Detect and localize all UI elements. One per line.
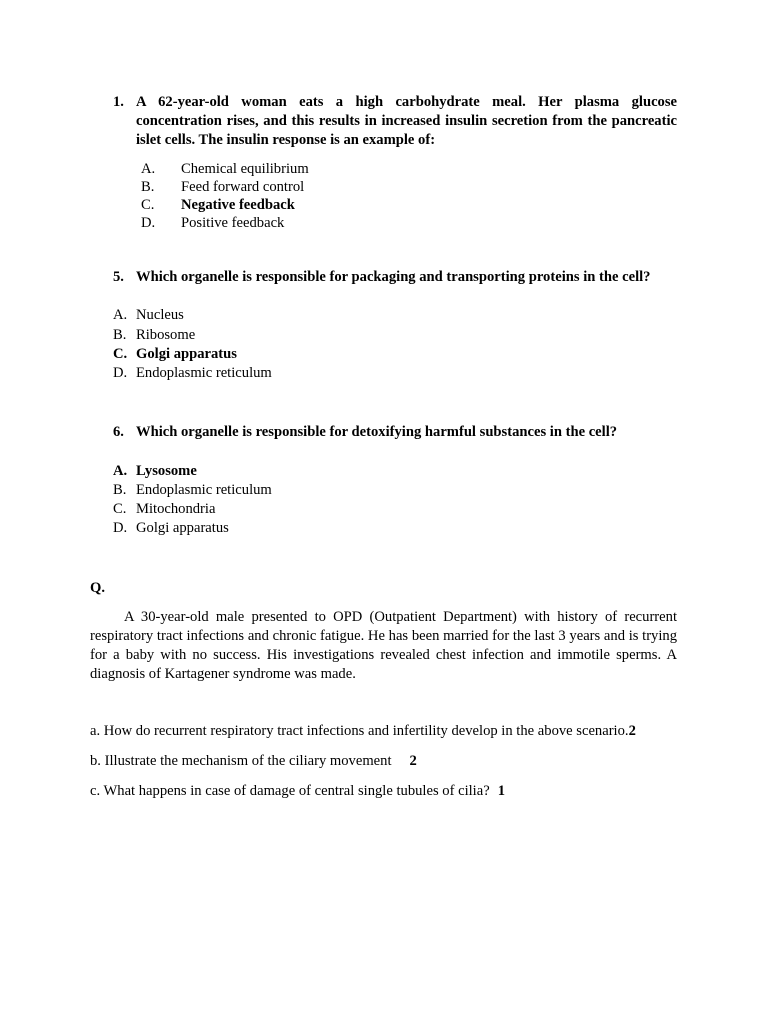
part-marks: 1 xyxy=(497,783,505,799)
part-marks: 2 xyxy=(628,723,636,739)
option-letter: B. xyxy=(113,482,127,498)
option-text: Feed forward control xyxy=(181,179,305,195)
question-stem: Which organelle is responsible for detoxifying harmful substances in the cell? xyxy=(136,424,618,440)
option-text: Golgi apparatus xyxy=(136,520,229,536)
case-part-a xyxy=(90,723,636,740)
option-letter-correct: C. xyxy=(113,346,128,362)
question-number: 5. xyxy=(113,269,124,285)
option-letter: A. xyxy=(113,307,128,323)
option-letter: C. xyxy=(141,197,155,213)
option-letter: B. xyxy=(113,327,127,343)
case-scenario: A 30-year-old male presented to OPD (Outpatient Department) with history of recurrent respiratory tract infections and chronic fatigue. He has been married for the last 3 years and is trying for a baby with no success. His investigations revealed chest infection and immotile sperms. A diagnosis of Kartagener syndrome was made. xyxy=(90,609,677,682)
option-letter: B. xyxy=(141,179,155,195)
question-stem: A 62-year-old woman eats a high carbohydrate meal. Her plasma glucose concentration rises, and this results in increased insulin secretion from the pancreatic islet cells. The insulin response is an example of: xyxy=(136,94,677,148)
part-marks: 2 xyxy=(409,753,417,769)
question-number: 1. xyxy=(113,94,124,110)
option-text: Nucleus xyxy=(136,307,184,323)
option-letter: D. xyxy=(113,520,128,536)
part-text: c. What happens in case of damage of central single tubules of cilia? xyxy=(90,783,490,799)
case-part-c xyxy=(90,783,505,800)
option-text: Positive feedback xyxy=(181,215,285,231)
option-letter-correct: A. xyxy=(113,463,128,479)
option-text: Mitochondria xyxy=(136,501,216,517)
option-text-correct: Lysosome xyxy=(136,463,197,479)
part-text: b. Illustrate the mechanism of the ciliary movement xyxy=(90,753,392,769)
case-heading: Q. xyxy=(90,580,105,596)
question-number: 6. xyxy=(113,424,124,440)
question-stem: Which organelle is responsible for packaging and transporting proteins in the cell? xyxy=(136,269,651,285)
part-text: a. How do recurrent respiratory tract infections and infertility develop in the above scenario. xyxy=(90,723,629,739)
option-letter: A. xyxy=(141,161,156,177)
option-letter: D. xyxy=(113,365,128,381)
option-text: Endoplasmic reticulum xyxy=(136,365,272,381)
option-text: Ribosome xyxy=(136,327,196,343)
option-letter: D. xyxy=(141,215,156,231)
option-text-correct: Golgi apparatus xyxy=(136,346,237,362)
option-letter: C. xyxy=(113,501,127,517)
option-text: Chemical equilibrium xyxy=(181,161,309,177)
option-text-correct: Negative feedback xyxy=(181,197,295,213)
case-part-b xyxy=(90,753,417,770)
option-text: Endoplasmic reticulum xyxy=(136,482,272,498)
